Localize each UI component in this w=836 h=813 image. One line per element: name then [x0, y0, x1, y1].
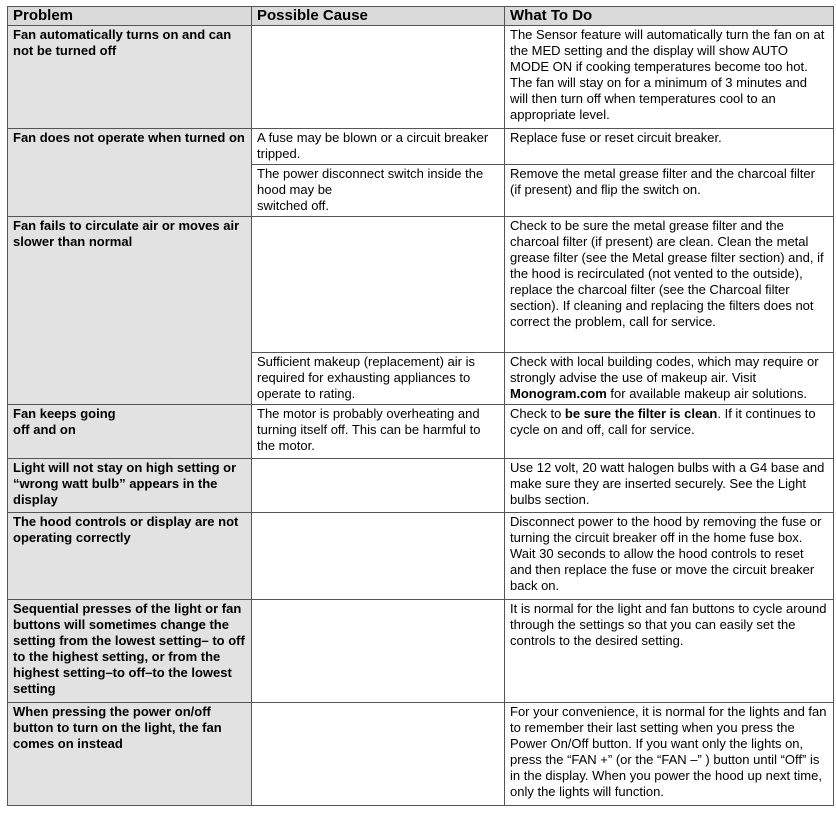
cause-cell	[252, 217, 505, 353]
problem-cell: The hood controls or display are not operating correctly	[8, 513, 252, 600]
cause-cell	[252, 599, 505, 703]
cause-cell	[252, 703, 505, 806]
table-row	[8, 128, 834, 164]
header-row	[8, 7, 834, 26]
cause-cell	[252, 26, 505, 129]
solution-cell: Use 12 volt, 20 watt halogen bulbs with a G4 base and make sure they are inserted securely. See the Light bulbs section.	[505, 458, 834, 512]
problem-cell: Sequential presses of the light or fan buttons will sometimes change the setting from the lowest setting– to off to the highest setting, or from the highest setting–to off–to the lowest setting	[8, 599, 252, 703]
problem-cell: Fan fails to circulate air or moves air slower than normal	[8, 217, 252, 405]
table-row	[8, 405, 834, 458]
problem-cell: Light will not stay on high setting or “wrong watt bulb” appears in the display	[8, 458, 252, 512]
solution-cell	[505, 353, 834, 405]
problem-cell: When pressing the power on/off button to turn on the light, the fan comes on instead	[8, 703, 252, 806]
solution-cell: Replace fuse or reset circuit breaker.	[505, 128, 834, 164]
cause-cell: A fuse may be blown or a circuit breaker tripped.	[252, 128, 505, 164]
solution-text: . If it continues to cycle on and off, call for service.	[510, 406, 816, 438]
table-row	[8, 599, 834, 703]
table-row	[8, 217, 834, 353]
cause-cell	[252, 458, 505, 512]
cause-cell	[252, 513, 505, 600]
emphasis-text: be sure the filter is clean	[564, 406, 718, 422]
solution-text: Check with local building codes, which may require or strongly advise the use of makeup air. Visit	[510, 354, 819, 386]
solution-cell: Disconnect power to the hood by removing the fuse or turning the circuit breaker off in the home fuse box. Wait 30 seconds to allow the hood controls to reset and then replace the fuse or move the circuit breaker back on.	[505, 513, 834, 600]
solution-cell: Check to be sure the metal grease filter and the charcoal filter (if present) are clean. Clean the metal grease filter (see the Metal grease filter section) and, if the hood is recirculated (not vented to the outside), replace the charcoal filter (see the Charcoal filter section). If cleaning and replacing the filters does not correct the problem, call for service.	[505, 217, 834, 353]
table-row	[8, 703, 834, 806]
table-row	[8, 513, 834, 600]
problem-cell: Fan does not operate when turned on	[8, 128, 252, 217]
cause-cell: Sufficient makeup (replacement) air is required for exhausting appliances to operate to rating.	[252, 353, 505, 405]
header-what-to-do: What To Do	[505, 7, 834, 26]
solution-cell: The Sensor feature will automatically turn the fan on at the MED setting and the display will show AUTO MODE ON if cooking temperatures become too hot. The fan will stay on for a minimum of 3 minutes and will then turn off when temperatures cool to an appropriate level.	[505, 26, 834, 129]
troubleshooting-table	[7, 6, 834, 806]
table-row	[8, 458, 834, 512]
solution-cell: It is normal for the light and fan buttons to cycle around through the settings so that you can easily set the controls to the desired setting.	[505, 599, 834, 703]
solution-cell: Remove the metal grease filter and the charcoal filter (if present) and flip the switch on.	[505, 164, 834, 216]
solution-text: Check to	[510, 406, 565, 422]
cause-cell: The motor is probably overheating and turning itself off. This can be harmful to the motor.	[252, 405, 505, 458]
problem-cell: Fan keeps going off and on	[8, 405, 252, 458]
solution-cell	[505, 405, 834, 458]
cause-cell: The power disconnect switch inside the hood may be switched off.	[252, 164, 505, 216]
solution-cell: For your convenience, it is normal for the lights and fan to remember their last setting when you press the Power On/Off button. If you want only the lights on, press the “FAN +” (or the “FAN –” ) button until “Off” is in the display. When you power the hood up next time, only the lights will function.	[505, 703, 834, 806]
header-possible-cause: Possible Cause	[252, 7, 505, 26]
website-link-text: Monogram.com	[510, 386, 607, 402]
problem-cell: Fan automatically turns on and can not be turned off	[8, 26, 252, 129]
header-problem: Problem	[8, 7, 252, 26]
solution-text: for available makeup air solutions.	[606, 386, 807, 402]
table-row	[8, 26, 834, 129]
